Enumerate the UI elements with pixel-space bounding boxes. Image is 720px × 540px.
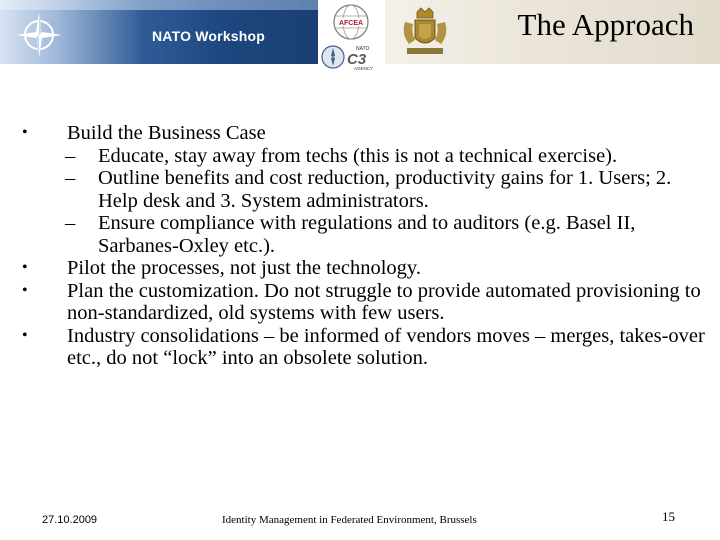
- nato-workshop-banner: [0, 0, 318, 64]
- coat-of-arms-icon: [397, 4, 453, 60]
- c3-logo-bottom-text: AGENCY: [354, 66, 374, 71]
- footer-title: Identity Management in Federated Environment, Brussels: [222, 514, 477, 526]
- bullet-text: Pilot the processes, not just the technology.: [67, 257, 421, 279]
- nato-compass-star-icon: [14, 10, 64, 60]
- sub-bullet-text: Educate, stay away from techs (this is not a technical exercise).: [98, 144, 618, 167]
- banner-title: NATO Workshop: [152, 28, 266, 44]
- sub-bullet-item: [0, 145, 720, 168]
- dash-marker: –: [65, 144, 76, 167]
- bullet-text: Build the Business Case: [67, 122, 266, 144]
- slide-body: [0, 122, 720, 370]
- bullet-item: [0, 122, 720, 145]
- bullet-item: [0, 257, 720, 280]
- bullet-marker: •: [22, 259, 28, 276]
- c3-logo-main-text: C3: [347, 51, 367, 68]
- bullet-marker: •: [22, 124, 28, 141]
- dash-marker: –: [65, 167, 76, 189]
- sub-bullet-item: [0, 212, 720, 257]
- sub-bullet-text: Ensure compliance with regulations and to auditors (e.g. Basel II, Sarbanes-Oxley etc.).: [98, 212, 636, 257]
- page-number: 15: [662, 509, 675, 524]
- slide-title: The Approach: [517, 7, 694, 42]
- afcea-logo-text: AFCEA: [338, 20, 364, 27]
- sub-bullet-text: Outline benefits and cost reduction, productivity gains for 1. Users; 2. Help desk and 3. System administrators.: [98, 167, 672, 212]
- bullet-marker: •: [22, 326, 28, 344]
- footer-date: 27.10.2009: [42, 514, 98, 526]
- afcea-logo: [330, 2, 372, 42]
- banner-top-strip: [0, 0, 318, 10]
- bullet-marker: •: [22, 281, 28, 299]
- sub-bullet-item: [0, 167, 720, 212]
- bullet-text: Plan the customization. Do not struggle to provide automated provisioning to non-standardized, old systems with few users.: [67, 279, 701, 324]
- bullet-item: [0, 325, 720, 370]
- slide-header: [0, 0, 720, 71]
- bullet-item: [0, 280, 720, 325]
- c3-logo-top-text: NATO: [356, 46, 370, 52]
- nato-c3-agency-logo: [320, 42, 382, 72]
- dash-marker: –: [65, 212, 76, 234]
- crest-panel: [385, 0, 720, 64]
- bullet-text: Industry consolidations – be informed of vendors moves – merges, takes-over etc., do not “lock” into an obsolete solution.: [67, 324, 705, 369]
